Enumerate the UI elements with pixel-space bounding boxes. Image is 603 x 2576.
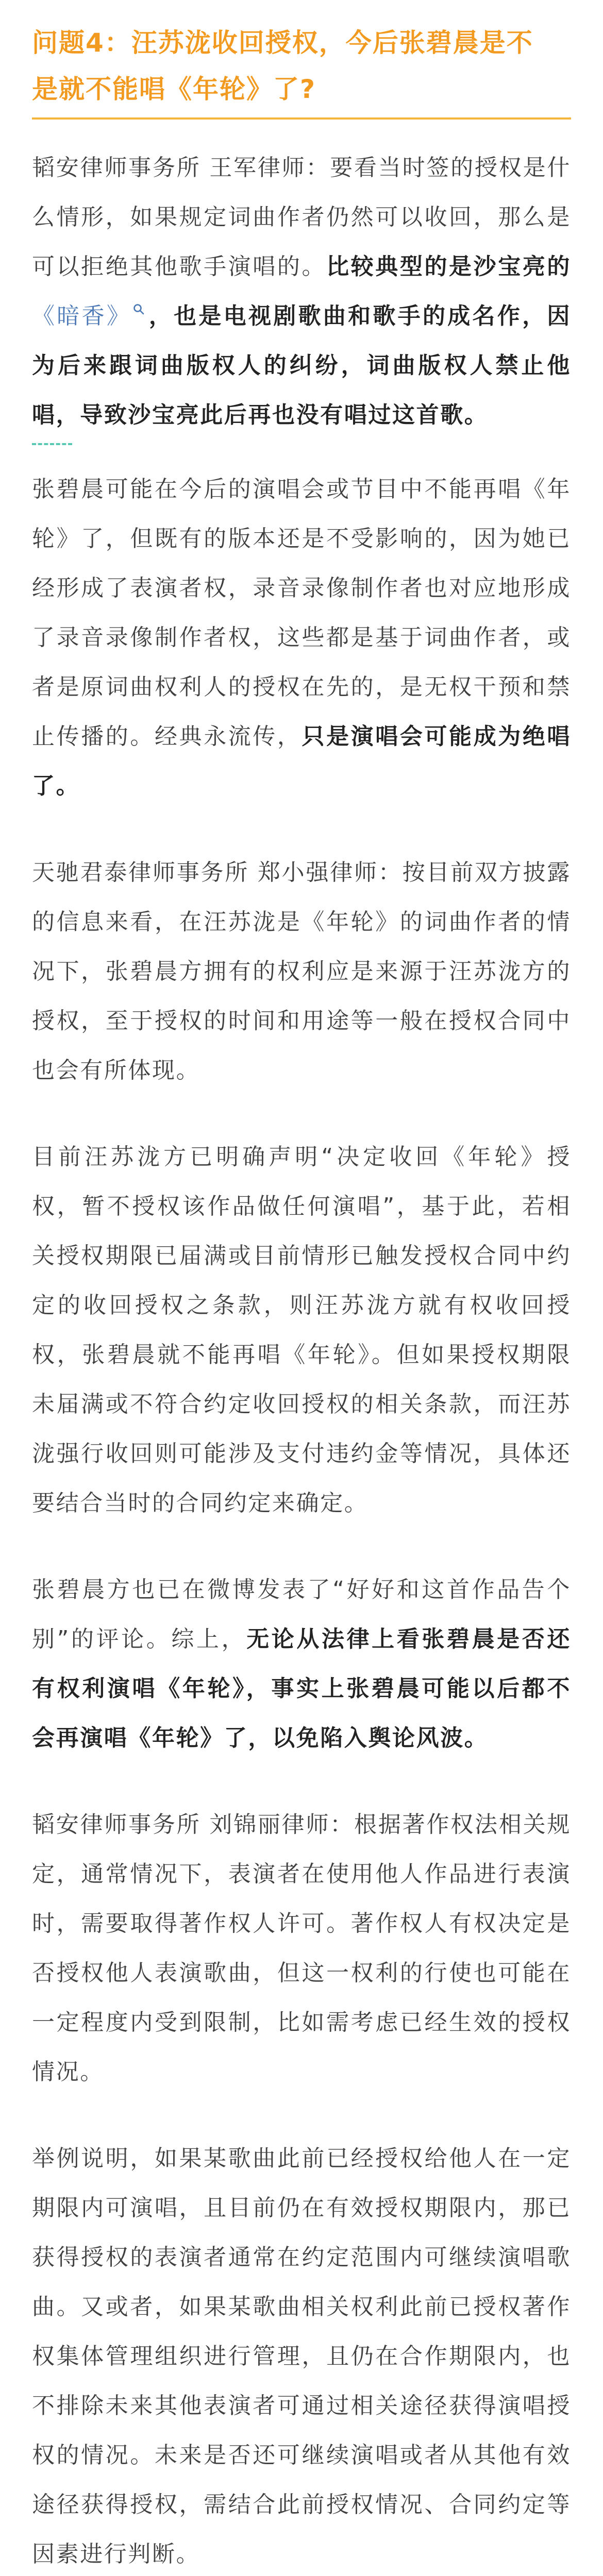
song-keyword-link[interactable]: 《暗香》 — [32, 303, 132, 329]
paragraph-1-bold-lead: 比较典型的是沙宝亮的 — [326, 253, 572, 280]
paragraph-7-text: 举例说明，如果某歌曲此前已经授权给他人在一定期限内可演唱，且目前仍在有效授权期限内，那已获得授权的表演者通常在约定范围内可继续演唱歌曲。又或者，如果某歌曲相关权利此前已授权著作权集体管理组织进行管理，且仍在合作期限内，也不排除未来其他表演者可通过相关途径获得演唱授权的情况。未来是否还可继续演唱或者从其他有效途径获得授权，需结合此前授权情况、合同约定等因素进行判断。 — [32, 2145, 571, 2567]
paragraph-7 — [32, 2134, 571, 2576]
question-heading — [32, 0, 571, 112]
paragraph-1-text: 韬安律师事务所 王军律师：要看当时签的授权是什么情形，如果规定词曲作者仍然可以收回，那么是可以拒绝其他歌手演唱的。 — [32, 155, 571, 280]
question-heading-line-1: 问题4：汪苏泷收回授权，今后张碧晨是不 — [32, 28, 533, 58]
paragraph-5-text: 张碧晨方也已在微博发表了“好好和这首作品告个别”的评论。综上， — [32, 1577, 571, 1652]
question-heading-line-2: 是就不能唱《年轮》了? — [32, 74, 316, 104]
paragraph-4-text: 目前汪苏泷方已明确声明“决定收回《年轮》授权，暂不授权该作品做任何演唱”，基于此，若相关授权期限已届满或目前情形已触发授权合同中约定的收回授权之条款，则汪苏泷方就有权收回授权，张碧晨就不能再唱《年轮》。但如果授权期限未届满或不符合约定收回授权的相关条款，而汪苏泷强行收回则可能涉及支付违约金等情况，具体还要结合当时的合同约定来确定。 — [32, 1144, 571, 1516]
paragraph-4 — [32, 1132, 571, 1528]
paragraph-3-text: 天驰君泰律师事务所 郑小强律师：按目前双方披露的信息来看，在汪苏泷是《年轮》的词曲作者的情况下，张碧晨方拥有的权利应是来源于汪苏泷方的授权，至于授权的时间和用途等一般在授权合同中也会有所体现。 — [32, 859, 571, 1083]
paragraph-6 — [32, 1800, 571, 2097]
heading-underline — [32, 117, 571, 120]
paragraph-2-text: 张碧晨可能在今后的演唱会或节目中不能再唱《年轮》了，但既有的版本还是不受影响的，因为她已经形成了表演者权，录音录像制作者也对应地形成了录音录像制作者权，这些都是基于词曲作者，或者是原词曲权利人的授权在先的，是无权干预和禁止传播的。经典永流传， — [32, 476, 571, 750]
paragraph-1 — [32, 143, 571, 440]
paragraph-2-bold: 只是演唱会可能成为绝唱了。 — [32, 723, 571, 799]
paragraph-3 — [32, 848, 571, 1095]
search-icon[interactable] — [132, 303, 145, 318]
paragraph-5 — [32, 1565, 571, 1763]
paragraph-1-bold-tail: ，也是电视剧歌曲和歌手的成名作，因为后来跟词曲版权人的纠纷，词曲版权人禁止他唱，导致沙宝亮此后再也没有唱过这首歌。 — [32, 303, 571, 428]
paragraph-2 — [32, 465, 571, 811]
dashed-divider — [32, 443, 72, 445]
paragraph-6-text: 韬安律师事务所 刘锦丽律师：根据著作权法相关规定，通常情况下，表演者在使用他人作品进行表演时，需要取得著作权人许可。著作权人有权决定是否授权他人表演歌曲，但这一权利的行使也可能在一定程度内受到限制，比如需考虑已经生效的授权情况。 — [32, 1811, 571, 2085]
paragraph-5-bold: 无论从法律上看张碧晨是否还有权利演唱《年轮》，事实上张碧晨可能以后都不会再演唱《年轮》了，以免陷入舆论风波。 — [32, 1626, 571, 1751]
